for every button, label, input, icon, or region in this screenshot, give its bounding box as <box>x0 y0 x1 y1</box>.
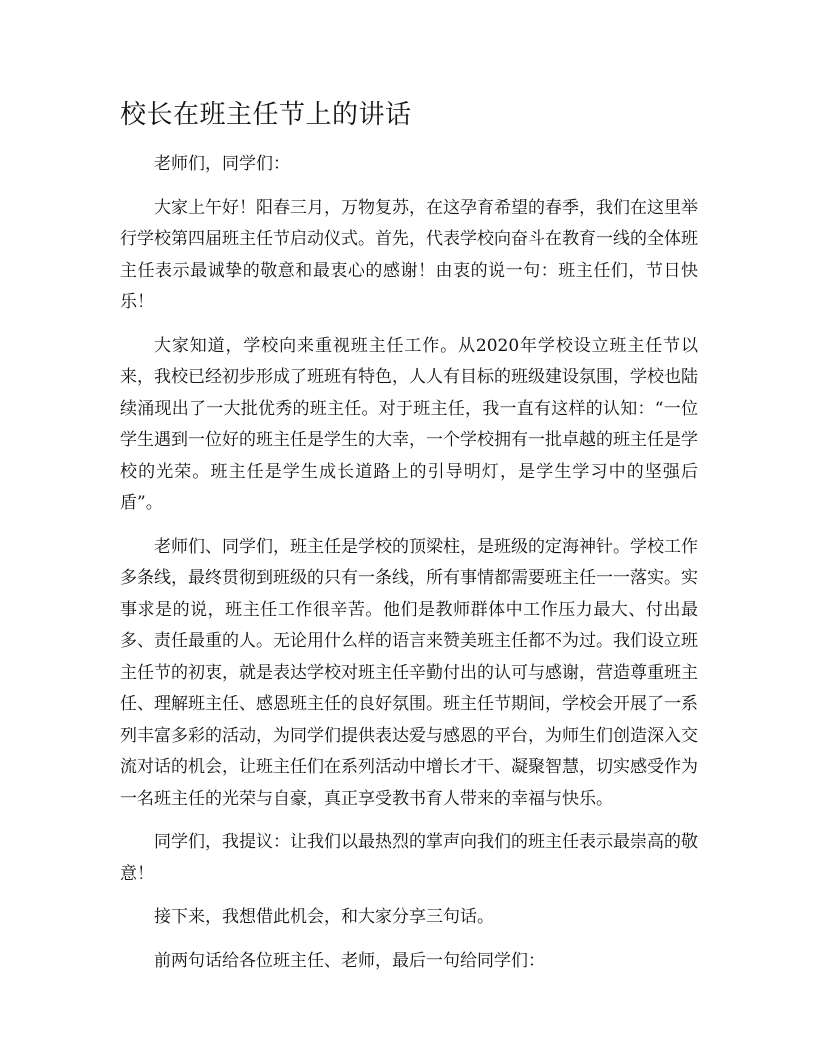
paragraph-background: 大家知道，学校向来重视班主任工作。从2020年学校设立班主任节以来，我校已经初步形成了班班有特色，人人有目标的班级建设氛围，学校也陆续涌现出了一大批优秀的班主任。对于班主任，我一直有这样的认知：“一位学生遇到一位好的班主任是学生的大幸，一个学校拥有一批卓越的班主任是学校的光荣。班主任是学生成长道路上的引导明灯，是学生学习中的坚强后盾”。 <box>120 335 698 513</box>
document-page <box>120 95 698 989</box>
paragraph-importance: 老师们、同学们，班主任是学校的顶梁柱，是班级的定海神针。学校工作多条线，最终贯彻到班级的只有一条线，所有事情都需要班主任一一落实。实事求是的说，班主任工作很辛苦。他们是教师群体中工作压力最大、付出最多、责任最重的人。无论用什么样的语言来赞美班主任都不为过。我们设立班主任节的初衷，就是表达学校对班主任辛勤付出的认可与感谢，营造尊重班主任、理解班主任、感恩班主任的良好氛围。班主任节期间，学校会开展了一系列丰富多彩的活动，为同学们提供表达爱与感恩的平台，为师生们创造深入交流对话的机会，让班主任们在系列活动中增长才干、凝聚智慧，切实感受作为一名班主任的光荣与自豪，真正享受教书育人带来的幸福与快乐。 <box>120 536 698 809</box>
paragraph-transition: 接下来，我想借此机会，和大家分享三句话。 <box>154 907 494 927</box>
paragraph-proposal: 同学们，我提议：让我们以最热烈的掌声向我们的班主任表示最崇高的敬意！ <box>120 832 698 884</box>
paragraph-greeting: 老师们，同学们： <box>154 154 290 174</box>
paragraph-opening: 大家上午好！阳春三月，万物复苏，在这孕育希望的春季，我们在这里举行学校第四届班主任节启动仪式。首先，代表学校向奋斗在教育一线的全体班主任表示最诚挚的敬意和最衷心的感谢！由衷的说一句：班主任们，节日快乐！ <box>120 197 698 312</box>
document-title: 校长在班主任节上的讲话 <box>120 100 412 130</box>
paragraph-intro-sayings: 前两句话给各位班主任、老师，最后一句给同学们： <box>154 950 545 971</box>
